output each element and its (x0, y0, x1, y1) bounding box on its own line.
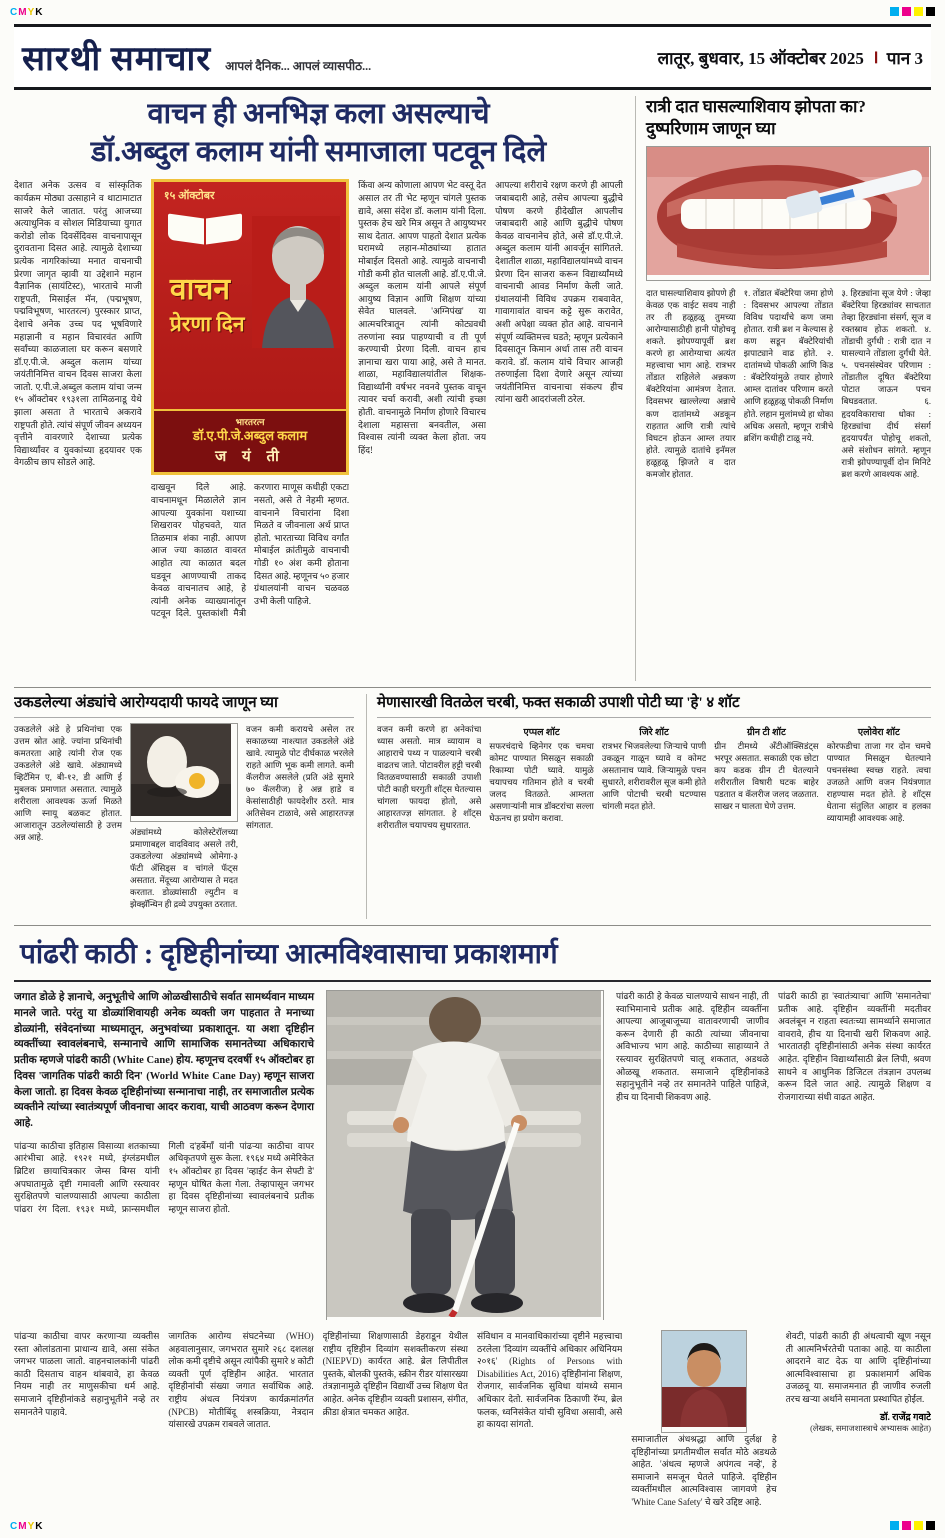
teeth-article-body (646, 287, 931, 681)
cmyk-letter-c: C (10, 6, 19, 18)
open-book-icon (168, 208, 242, 248)
shots-column-5: कोरफडीचा ताजा गर दोन चमचे पाण्यात मिसळून घेतल्याने पचनसंस्था स्वच्छ राहते. त्वचा उजळते आणि वजन नियंत्रणात राहण्यास मदत होते. हे शॉट्स घेताना संतुलित आहार व हलका व्यायामही आवश्यक आहे. (826, 740, 931, 823)
poster-title-line2: प्रेरणा दिन (169, 312, 245, 337)
top-section (14, 96, 931, 688)
kalam-poster-image (151, 179, 349, 475)
article-eggs (14, 694, 354, 919)
cane-bottom-column-4: संविधान व मानवाधिकारांच्या दृष्टीने महत्त्वाचा ठरलेला 'दिव्यांग व्यक्तींचे अधिकार अधिनियम २०१६' (Rights of Persons with Disabilities Act, 2016) दृष्टिहीनांना शिक्षण, रोजगार, सार्वजनिक सुविधा यांमध्ये समान अधिकार देतो. सार्वजनिक ठिकाणी रॅम्प, ब्रेल फलक, ध्वनिसंकेत यांची सुविधा असावी, असे हा कायदा सांगतो. (476, 1331, 623, 1430)
shots-column-3: रात्रभर भिजवलेल्या जिऱ्याचे पाणी उकळून गाळून घ्यावे व कोमट असतानाच प्यावे. जिऱ्यामुळे पचन सुधारते, शरीरावरील सूज कमी होते आणि पोटाची चरबी घटण्यास चांगली मदत होते. (601, 740, 707, 811)
cane-right-columns (616, 990, 931, 1320)
kalam-column-1: देशात अनेक उत्सव व सांस्कृतिक कार्यक्रम मोठ्या उत्साहाने व थाटामाटात साजरे केले जातात. परंतु आजच्या अत्याधुनिक व सोशल मिडियाच्या युगात करोडो लोक दिवसेंदिवस वाचनापासून दुरावताना दिसत आहे. त्यामुळे देशाच्या प्रत्येक नागरिकांच्या मनात वाचनाची प्रेरणा जागृत व्हावी या उद्देशाने महान वैज्ञानिक (सायंटिस्ट), भारताचे माजी राष्ट्रपती, मिसाईल मॅन, (पद्मभूषण, पद्मविभूषण, भारतरत्न) पुरस्कार प्राप्त, देशाचे अनेक उच्च पद भूषविणारे महाज्ञानी व महान विचारवंत आणि सर्वांच्या काळजाला घर करून बसणारे डॉ.ए.पी.जे. अब्दुल कलाम यांच्या जयंतीनिमित्त वाचन दिवस साजरा केला जातो. ए.पी.जे.अब्दुल कलाम यांचा जन्म १५ ऑक्टोबर १९३१ला तामिळनाडू येथे झाला असता ते भारताचे अकरावे राष्ट्रपती होते. त्यांचं संपूर्ण जीवन अध्ययन वृत्तीने वावरणारे देशाच्या प्रत्येक विद्यार्थ्यांवर व युवकांच्या हृदयावर एक वेगळीच छाप सोडले आहे. (14, 180, 142, 468)
cane-right-column-2: पांढरी काठी हा 'स्वातंत्र्याचा' आणि 'समानतेचा' प्रतीक आहे. दृष्टिहीन व्यक्तींनी मदतीवर अवलंबून न राहता स्वतःच्या सामर्थ्याने समाजात वावरावे, हीच या दिनाची खरी शिकवण आहे. भारतातही दृष्टिहीनांसाठी अनेक संस्था कार्यरत आहेत. दृष्टिहीन विद्यार्थ्यांसाठी ब्रेल लिपी, श्रवण साधने व आधुनिक डिजिटल तंत्रज्ञान उपलब्ध करून दिले जात आहे. त्यामुळे शिक्षण व रोजगाराच्या संधी वाढत आहेत. (778, 991, 931, 1102)
boiled-eggs-photo (130, 723, 238, 822)
eggs-column-1: उकडलेले अंडे हे प्रथिनांचा एक उत्तम स्रोत आहे. ज्यांना प्रथिनांची कमतरता आहे त्यांनी रोज एक उकडलेले अंडे खावे. अंड्यामध्ये व्हिटॅमिन ए, बी-१२, डी आणि ई मुबलक प्रमाणात असतात. त्यामुळे शरीराला आवश्यक ऊर्जा मिळते आणि स्नायू बळकट होतात. आजारातून उठलेल्यांसाठी हे उत्तम अन्न आहे. (14, 723, 122, 843)
cyan-square (890, 7, 899, 16)
yellow-square (914, 7, 923, 16)
teeth-column-2: १. तोंडात बॅक्टेरिया जमा होणे : दिवसभर आपल्या तोंडात विविध पदार्थांचे कण जमा होतात. रात्री ब्रश न केल्यास हे कण सडून बॅक्टेरियांची झपाट्याने वाढ होते. २. दातांमध्ये पोकळी आणि किड : बॅक्टेरियांमुळे तयार होणारे आम्ल दातांवर परिणाम करते आणि हळूहळू पोकळी निर्माण होते. लहान मुलांमध्ये हा धोका अधिक असतो, म्हणून रात्रीचे ब्रशिंग कधीही टाळू नये. (743, 288, 834, 443)
shots-article-body (377, 723, 931, 911)
cmyk-letter-k: K (35, 6, 44, 18)
eggs-column-2: अंड्यांमध्ये कोलेस्टेरॉलच्या प्रमाणाबद्दल वादविवाद असले तरी, उकडलेल्या अंड्यांमध्ये ओमेगा-३ फॅटी ॲसिड्स व चांगले फॅट्स असतात. मेंदूच्या आरोग्यास ते मदत करतात. डोळ्यांसाठी ल्युटीन व झेक्झॅन्थिन ही द्रव्ये उपयुक्त ठरतात. (130, 826, 238, 909)
cane-intro-cell (14, 990, 314, 1320)
cmyk-letter-m-bottom: M (18, 1520, 28, 1532)
article-shots (366, 694, 931, 919)
cmyk-letter-y: Y (27, 6, 36, 18)
yellow-square-bottom (914, 1521, 923, 1530)
magenta-square-bottom (902, 1521, 911, 1530)
cmyk-letter-k-bottom: K (35, 1520, 44, 1532)
page-number: पान 3 (886, 48, 923, 68)
kalam-column-4: आपल्या शरीराचे रक्षण करणे ही आपली जबाबदारी आहे, तसेच आपल्या बुद्धीचे पोषण करणे हीदेखील आपलीच जबाबदारी आहे आणि बुद्धीचे पोषण केवळ वाचनानेच होते, असे डॉ.ए.पी.जे. अब्दुल कलाम यांनी आवर्जून सांगितले. देशातील शाळा, महाविद्यालयांमध्ये वाचन प्रेरणा दिन साजरा करून विद्यार्थ्यांमध्ये वाचनाची आवड निर्माण केली जाते. ग्रंथालयांनी विविध उपक्रम राबवावेत, गावागावांत वाचन कट्टे सुरू करावेत, अशी अपेक्षा व्यक्त होत आहे. वाचनाने संपूर्ण व्यक्तिमत्त्व घडते; म्हणून प्रत्येकाने दिवसातून किमान अर्धा तास तरी वाचन करावे. डॉ. कलाम यांचे विचार आजही तरुणाईला दिशा देणारे असून त्यांच्या जयंतीनिमित्त वाचनाचा संकल्प हीच त्यांना खरी आदरांजली ठरेल. (495, 180, 623, 405)
shots-column-2-wrap (489, 723, 593, 911)
poster-jayanti: ज यं ती (215, 449, 285, 466)
kalam-headline-line1: वाचन ही अनभिज्ञ कला असल्याचे (147, 98, 490, 130)
cane-bottom-column-3: दृष्टिहीनांच्या शिक्षणासाठी डेहराडून येथील राष्ट्रीय दृष्टिहीन दिव्यांग सशक्तीकरण संस्था (NIEPVD) कार्यरत आहे. ब्रेल लिपीतील पुस्तके, बोलकी पुस्तके, स्क्रीन रीडर यांसारख्या तंत्रज्ञानामुळे दृष्टिहीन विद्यार्थी उच्च शिक्षण घेत आहेत. अनेक दृष्टिहीन व्यक्ती प्रशासन, संगीत, क्रीडा क्षेत्रात चमकत आहेत. (322, 1331, 468, 1417)
cane-top-zone (14, 990, 931, 1320)
teeth-headline: रात्री दात घासल्याशिवाय झोपता का? दुष्परिणाम जाणून घ्या (646, 97, 866, 139)
kalam-headline-line2: डॉ.अब्दुल कलाम यांनी समाजाला पटवून दिले (90, 135, 547, 168)
cane-right-column-1: पांढरी काठी हे केवळ चालण्याचे साधन नाही, ती स्वाभिमानाचे प्रतीक आहे. दृष्टिहीन व्यक्तींना आपल्या आजूबाजूच्या वातावरणाची जाणीव करून देणारी ही काठी त्यांच्या जीवनाचा अविभाज्य भाग आहे. काठीच्या साहाय्याने ते रस्त्यावर सुरक्षितपणे चालू शकतात, अडथळे ओळखू शकतात. समाजाने दृष्टिहीनांकडे सहानुभूतीने नव्हे तर समानतेने पाहिले पाहिजे, हीच या दिनाची शिकवण आहे. (616, 991, 769, 1102)
eggs-middle-cell (130, 723, 238, 911)
cane-bottom-column-1: पांढऱ्या काठीचा वापर करणाऱ्या व्यक्तीस रस्ता ओलांडताना प्राधान्य द्यावे, असा संकेत जगभर पाळला जातो. वाहनचालकांनी पांढरी काठी दिसताच वाहन थांबवावे, हा केवळ नियम नाही तर माणुसकीचा धर्म आहे. समाजाने दृष्टिहीनांकडे सहानुभूतीने नव्हे तर समानतेने पाहावे. (14, 1331, 160, 1417)
cmyk-color-squares-bottom (887, 1517, 935, 1535)
poster-date: १५ ऑक्टोबर (163, 190, 215, 203)
black-square (926, 7, 935, 16)
page-content (0, 90, 945, 1508)
cane-closing-text: शेवटी, पांढरी काठी ही अंधत्वाची खूण नसून ती आत्मनिर्भरतेची पताका आहे. या काठीला आदराने वाट देऊ या आणि दृष्टिहीनांच्या आत्मविश्वासाचा हा प्रकाशमार्ग अधिक उजळवू या. समाजमनात ही जाणीव रुजली तरच खऱ्या अर्थाने समानता प्रस्थापित होईल. (785, 1331, 931, 1404)
shots-headline: मेणासारखी वितळेल चरबी, फक्त सकाळी उपाशी पोटी घ्या 'हे' ४ शॉट (377, 694, 931, 718)
kalam-column-2: दाखवून दिले आहे. वाचनामधून मिळालेले ज्ञान आपल्या युवकांना यशाच्या शिखरावर पोहचवते, यात तिळमात्र शंका नाही. आपण आज ज्या काळात वावरत आहोत त्या काळात बदल घडवून आणण्याची ताकद केवळ वाचनातच आहे, हे त्यांनी अनेक व्याख्यानांतून पटवून दिले. पुस्तकांशी मैत्री करणारा माणूस कधीही एकटा नसतो, असे ते नेहमी म्हणत. वाचनाने विचारांना दिशा मिळते व जीवनाला अर्थ प्राप्त होतो. भारताच्या विविध वर्गांत मोबाईल क्रांतीमुळे वाचनाची गोडी १० अंश कमी होताना दिसत आहे. म्हणूनच ५० हजार ग्रंथालयांनी वाचन चळवळ उभी केली पाहिजे. (150, 482, 350, 619)
shots-column-1: वजन कमी करणे हा अनेकांचा ध्यास असतो. मात्र व्यायाम व आहाराचे पथ्य न पाळल्याने चरबी वाढतच जाते. पोटावरील हट्टी चरबी वितळवण्यासाठी सकाळी उपाशी पोटी काही घरगुती शॉट्स घेतल्यास चांगला फायदा होतो, असे आहारतज्ज्ञ सांगतात. हे शॉट्स शरीरातील चयापचय सुधारतात. (377, 723, 482, 830)
newspaper-tagline: आपलं दैनिक... आपलं व्यासपीठ... (225, 59, 372, 73)
poster-bharatratna: भारतरत्न (235, 417, 265, 428)
cane-headline: पांढरी काठी : दृष्टिहीनांच्या आत्मविश्वासाचा प्रकाशमार्ग (14, 932, 931, 982)
article-white-cane (14, 926, 931, 1508)
cmyk-label-top-left (10, 7, 43, 18)
eggs-article-body (14, 723, 354, 911)
cane-bottom-column-6 (786, 1330, 931, 1508)
cmyk-label-bottom-left (10, 1521, 43, 1532)
shots-subhead-aloevera: एलोवेरा शॉट (857, 727, 900, 738)
cmyk-letter-c-bottom: C (10, 1520, 19, 1532)
teeth-column-3: ३. हिरड्यांना सूज येणे : जेव्हा बॅक्टेरिया हिरड्यांवर साचतात तेव्हा हिरड्यांना संसर्ग, सूज व रक्तस्राव होऊ शकतो. ४. तोंडाची दुर्गंधी : रात्री दात न घासल्याने तोंडाला दुर्गंधी येते. ५. पचनसंस्थेवर परिणाम : तोंडातील दूषित बॅक्टेरिया पोटात जाऊन पचन बिघडवतात. ६. हृदयविकाराचा धोका : हिरड्यांचा दीर्घ संसर्ग हृदयापर्यंत पोहोचू शकतो, असे संशोधन सांगते. म्हणून रात्री झोपण्यापूर्वी दोन मिनिटे ब्रश करणे आवश्यक आहे. (841, 288, 931, 479)
teeth-brushing-photo (646, 146, 931, 281)
poster-bottom-band (154, 409, 346, 472)
shots-subhead-cumin: जिरे शॉट (639, 727, 669, 738)
cane-bottom-column-5-text: समाजातील अंधश्रद्धा आणि दुर्लक्ष हे दृष्टिहीनांच्या प्रगतीमधील सर्वात मोठे अडथळे आहेत. 'अंधत्व म्हणजे अपंगत्व नव्हे', हे समाजाने समजून घेतले पाहिजे. दृष्टिहीन व्यक्तींमधील आत्मविश्वास जागवणे हेच 'White Cane Safety' चे खरे उद्दिष्ट आहे. (631, 1434, 777, 1507)
cmyk-letter-y-bottom: Y (27, 1520, 36, 1532)
print-registration-bottom (0, 1514, 945, 1538)
teeth-column-1: दात घासल्याशिवाय झोपणे ही केवळ एक वाईट सवय नाही तर ती हळूहळू तुमच्या आरोग्यासाठीही हानी पोहोचवू शकते. झोपण्यापूर्वी ब्रश करणे हा आरोग्याचा अत्यंत महत्त्वाचा भाग आहे. रात्रभर तोंडात राहिलेले अन्नकण बॅक्टेरियांना आमंत्रण देतात. दिवसभर खाल्लेल्या अन्नाचे कण दातांमध्ये अडकून राहतात आणि रात्री त्यांचे विघटन होऊन आम्ल तयार होते. त्यामुळे दातांचे इनॅमल हळूहळू झिजते व दात कमजोर होतात. (646, 288, 736, 479)
article-teeth (635, 96, 931, 681)
print-registration-top (0, 0, 945, 24)
cane-history-column: पांढऱ्या काठीचा इतिहास विसाव्या शतकाच्या आरंभीचा आहे. १९२१ मध्ये, इंग्लंडमधील ब्रिटिश छायाचित्रकार जेम्स बिग्स यांनी अपघातामुळे दृष्टी गमावली आणि रस्त्यावर सुरक्षितपणे चालण्यासाठी आपल्या काठीला पांढरा रंग दिला. १९३१ मध्ये, फ्रान्समधील गिली द'हर्बेमाँ यांनी पांढऱ्या काठीचा वापर अधिकृतपणे सुरू केला. १९६४ मध्ये अमेरिकेत १५ ऑक्टोबर हा दिवस 'व्हाईट केन सेफ्टी डे' म्हणून घोषित केला गेला. तेव्हापासून जगभर हा दिवस दृष्टिहीनांच्या स्वावलंबनाचे प्रतीक म्हणून साजरा होतो. (14, 1140, 314, 1214)
shots-subhead-apple: एप्पल शॉट (523, 727, 560, 738)
shots-column-5-wrap (827, 723, 931, 911)
cmyk-color-squares-top (887, 3, 935, 21)
shots-column-3-wrap (602, 723, 706, 911)
magenta-square (902, 7, 911, 16)
article-kalam (14, 96, 623, 681)
author-name: डॉ. राजेंद्र गवाटे (879, 1412, 931, 1423)
masthead (14, 24, 931, 90)
newspaper-title: सारथी समाचार (22, 41, 212, 78)
cane-bottom-column-2: जागतिक आरोग्य संघटनेच्या (WHO) अहवालानुसार, जगभरात सुमारे २६८ दशलक्ष लोक कमी दृष्टीचे असून त्यांपैकी सुमारे ४ कोटी व्यक्ती पूर्ण दृष्टिहीन आहेत. भारतात दृष्टिहीनांची संख्या जगात सर्वाधिक आहे. राष्ट्रीय अंधत्व नियंत्रण कार्यक्रमांतर्गत (NPCB) मोतीबिंदू शस्त्रक्रिया, नेत्रदान यांसारखे उपक्रम राबवले जातात. (168, 1331, 314, 1430)
dateline-separator: । (871, 47, 879, 67)
cane-intro-paragraph: जगात डोळे हे ज्ञानाचे, अनुभूतीचे आणि ओळखीसाठीचे सर्वात सामर्थ्यवान माध्यम मानले जाते. परंतु या डोळ्यांशिवायही अनेक व्यक्ती जग पाहतात ते मनाच्या डोळ्यांनी, संवेदनांच्या माध्यमातून, अनुभवांच्या प्रकाशातून. या अशा दृष्टिहीन व्यक्तींच्या स्वावलंबनाचे, सन्मानाचे आणि सामाजिक समानतेच्या अधिकाराचे प्रतीक म्हणजे पांढरी काठी (White Cane) होय. म्हणूनच दरवर्षी १५ ऑक्टोबर हा दिवस 'जागतिक पांढरी काठी दिन' (World White Cane Day) म्हणून साजरा केला जातो. हा दिवस केवळ दृष्टिहीनांच्या सन्मानाचा नाही, तर समाजातील प्रत्येक व्यक्तीने त्यांच्या स्वातंत्र्यपूर्ण जीवनाचा आदर करावा, याची आठवण करून देणारा आहे. (14, 992, 314, 1129)
shots-column-2: सफरचंदाचे व्हिनेगर एक चमचा कोमट पाण्यात मिसळून सकाळी रिकाम्या पोटी घ्यावे. यामुळे चयापचय गतिमान होते व चरबी जलद वितळते. आम्लता असणाऱ्यांनी मात्र डॉक्टरांचा सल्ला घेऊनच हा प्रयोग करावा. (489, 740, 594, 823)
kalam-article-body (14, 179, 623, 657)
cmyk-letter-m: M (18, 6, 28, 18)
middle-section (14, 688, 931, 926)
poster-title-line1: वाचन (169, 273, 231, 307)
cyan-square-bottom (890, 1521, 899, 1530)
black-square-bottom (926, 1521, 935, 1530)
shots-column-4: ग्रीन टीमध्ये अँटीऑक्सिडंट्स भरपूर असतात. सकाळी एक छोटा कप कडक ग्रीन टी घेतल्याने शरीरातील विषारी घटक बाहेर पडतात व कॅलरीज जलद जळतात. साखर न घालता घेणे उत्तम. (714, 740, 819, 811)
author-photo (661, 1330, 747, 1433)
kalam-middle-cell (151, 179, 349, 657)
shots-subhead-greentea: ग्रीन टी शॉट (746, 727, 786, 738)
cane-bottom-zone (14, 1330, 931, 1508)
eggs-column-3: वजन कमी करायचे असेल तर सकाळच्या नाश्त्यात उकडलेले अंडे खावे. त्यामुळे पोट दीर्घकाळ भरलेले राहते आणि भूक कमी लागते. कमी कॅलरीज असलेले (प्रति अंडे सुमारे ७० कॅलरीज) हे अन्न हाडे व केसांसाठीही फायदेशीर ठरते. मात्र अतिसेवन टाळावे, असे आहारतज्ज्ञ सांगतात. (246, 723, 354, 830)
eggs-headline: उकडलेल्या अंड्यांचे आरोग्यदायी फायदे जाणून घ्या (14, 694, 354, 718)
cane-bottom-column-5 (631, 1330, 776, 1508)
poster-kalam-name: डॉ.ए.पी.जे.अब्दुल कलाम (192, 428, 308, 444)
kalam-column-3: किंवा अन्य कोणाला आपण भेट वस्तू देत असाल तर ती भेट म्हणून चांगले पुस्तक द्यावे, असा संदेश डॉ. कलाम यांनी दिला. पुस्तक हेच खरे मित्र असून ते आयुष्यभर साथ देतात. आपण पाहतो देशात प्रत्येक घरामध्ये लहान-मोठ्यांच्या हातात मोबाईल दिसतो आहे. त्यामुळे वाचनाची गोडी कमी होत चालली आहे. डॉ.ए.पी.जे. अब्दुल कलाम यांनी आपले संपूर्ण आयुष्य विज्ञान आणि शिक्षण यांच्या सेवेत घालवले. 'अग्निपंख' या आत्मचरित्रातून त्यांनी कोट्यवधी तरुणांना स्वप्न पाहण्याची व ती पूर्ण करण्याची प्रेरणा दिली. वाचन हाच ज्ञानाचा खरा पाया आहे, असे ते मानत. शाळा, महाविद्यालयांतील शिक्षक-विद्यार्थ्यांनी वर्षभर नवनवे पुस्तक वाचून त्यावर चर्चा करावी, अशी त्यांची इच्छा होती. वाचनामुळे निर्माण होणारे विचारच देशाला महासत्ता बनवतील, असा विश्वास त्यांनी व्यक्त केला होता. जय हिंद! (358, 180, 487, 455)
kalam-portrait-illustration (252, 216, 340, 353)
author-note: (लेखक, समाजशास्त्राचे अभ्यासक आहेत) (810, 1423, 931, 1433)
white-cane-photo (326, 990, 604, 1320)
dateline: लातूर, बुधवार, 15 ऑक्टोबर 2025 (657, 48, 864, 68)
shots-column-4-wrap (714, 723, 818, 911)
